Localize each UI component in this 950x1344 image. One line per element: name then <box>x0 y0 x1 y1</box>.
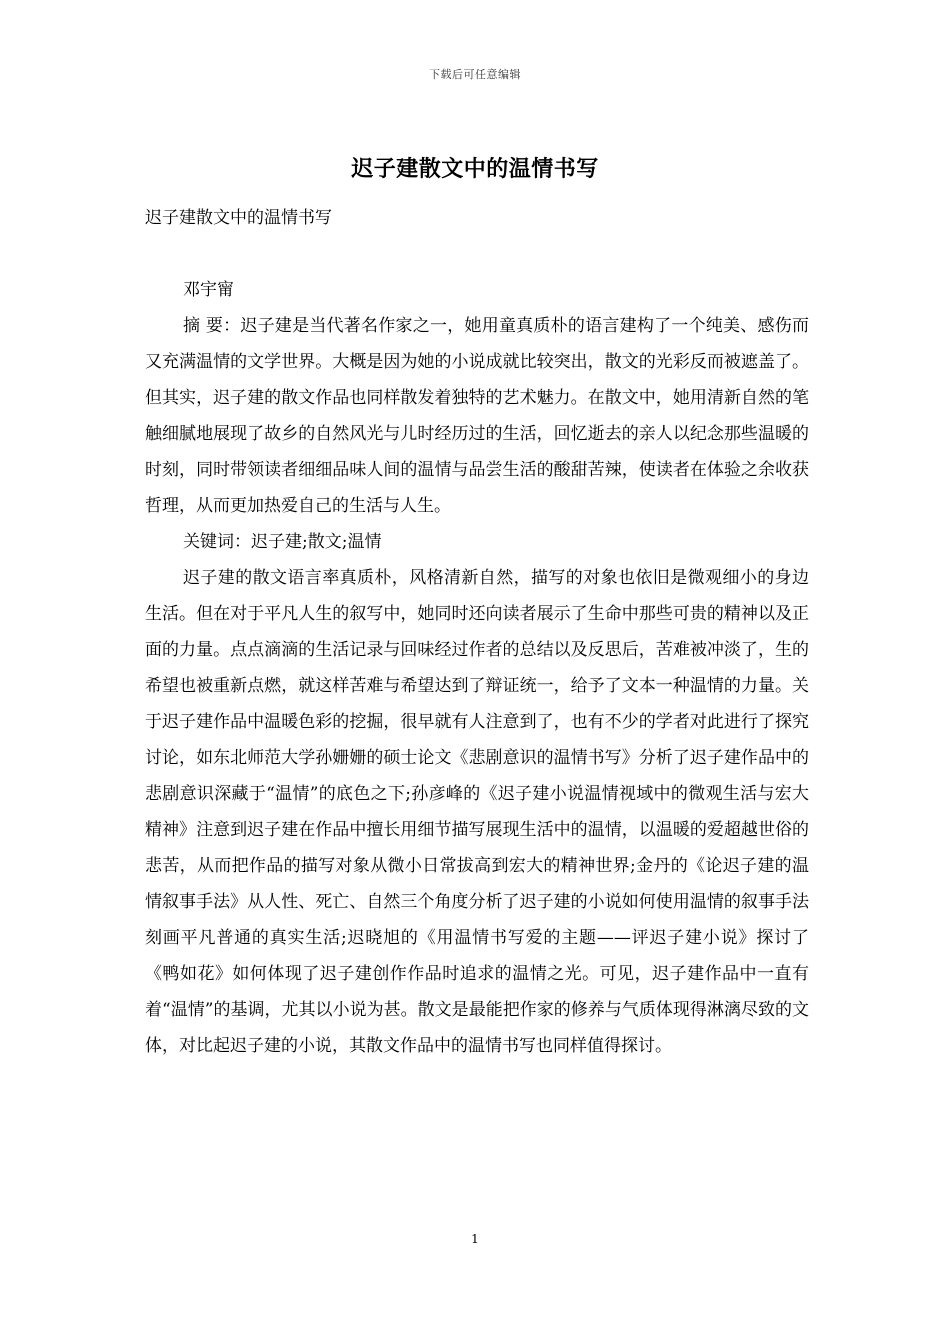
body-paragraph: 迟子建的散文语言率真质朴，风格清新自然，描写的对象也依旧是微观细小的身边生活。但在对于平凡人生的叙写中，她同时还向读者展示了生命中那些可贵的精神以及正面的力量。点点滴滴的生活记录与回味经过作者的总结以及反思后，苦难被冲淡了，生的希望也被重新点燃，就这样苦难与希望达到了辩证统一，给予了文本一种温情的力量。关于迟子建作品中温暖色彩的挖掘，很早就有人注意到了，也有不少的学者对此进行了探究讨论，如东北师范大学孙姗姗的硕士论文《悲剧意识的温情书写》分析了迟子建作品中的悲剧意识深藏于“温情”的底色之下;孙彦峰的《迟子建小说温情视域中的微观生活与宏大精神》注意到迟子建在作品中擅长用细节描写展现生活中的温情，以温暖的爱超越世俗的悲苦，从而把作品的描写对象从微小日常拔高到宏大的精神世界;金丹的《论迟子建的温情叙事手法》从人性、死亡、自然三个角度分析了迟子建的小说如何使用温情的叙事手法刻画平凡普通的真实生活;迟晓旭的《用温情书写爱的主题——评迟子建小说》探讨了《鸭如花》如何体现了迟子建创作作品时追求的温情之光。可见，迟子建作品中一直有着“温情”的基调，尤其以小说为甚。散文是最能把作家的修养与气质体现得淋漓尽致的文体，对比起迟子建的小说，其散文作品中的温情书写也同样值得探讨。 <box>145 568 809 1056</box>
page-number: 1 <box>471 1232 479 1246</box>
abstract-paragraph: 摘 要：迟子建是当代著名作家之一，她用童真质朴的语言建构了一个纯美、感伤而又充满温情的文学世界。大概是因为她的小说成就比较突出，散文的光彩反而被遮盖了。但其实，迟子建的散文作品也同样散发着独特的艺术魅力。在散文中，她用清新自然的笔触细腻地展现了故乡的自然风光与儿时经历过的生活，回忆逝去的亲人以纪念那些温暖的时刻，同时带领读者细细品味人间的温情与品尝生活的酸甜苦辣，使读者在体验之余收获哲理，从而更加热爱自己的生活与人生。 <box>145 316 809 516</box>
keywords-line: 关键词：迟子建;散文;温情 <box>183 532 382 552</box>
header-note: 下载后可任意编辑 <box>429 68 521 81</box>
document-body <box>145 200 809 1064</box>
document-title: 迟子建散文中的温情书写 <box>351 156 599 182</box>
author-name: 邓宇甯 <box>183 280 234 300</box>
document-subtitle: 迟子建散文中的温情书写 <box>145 208 332 228</box>
